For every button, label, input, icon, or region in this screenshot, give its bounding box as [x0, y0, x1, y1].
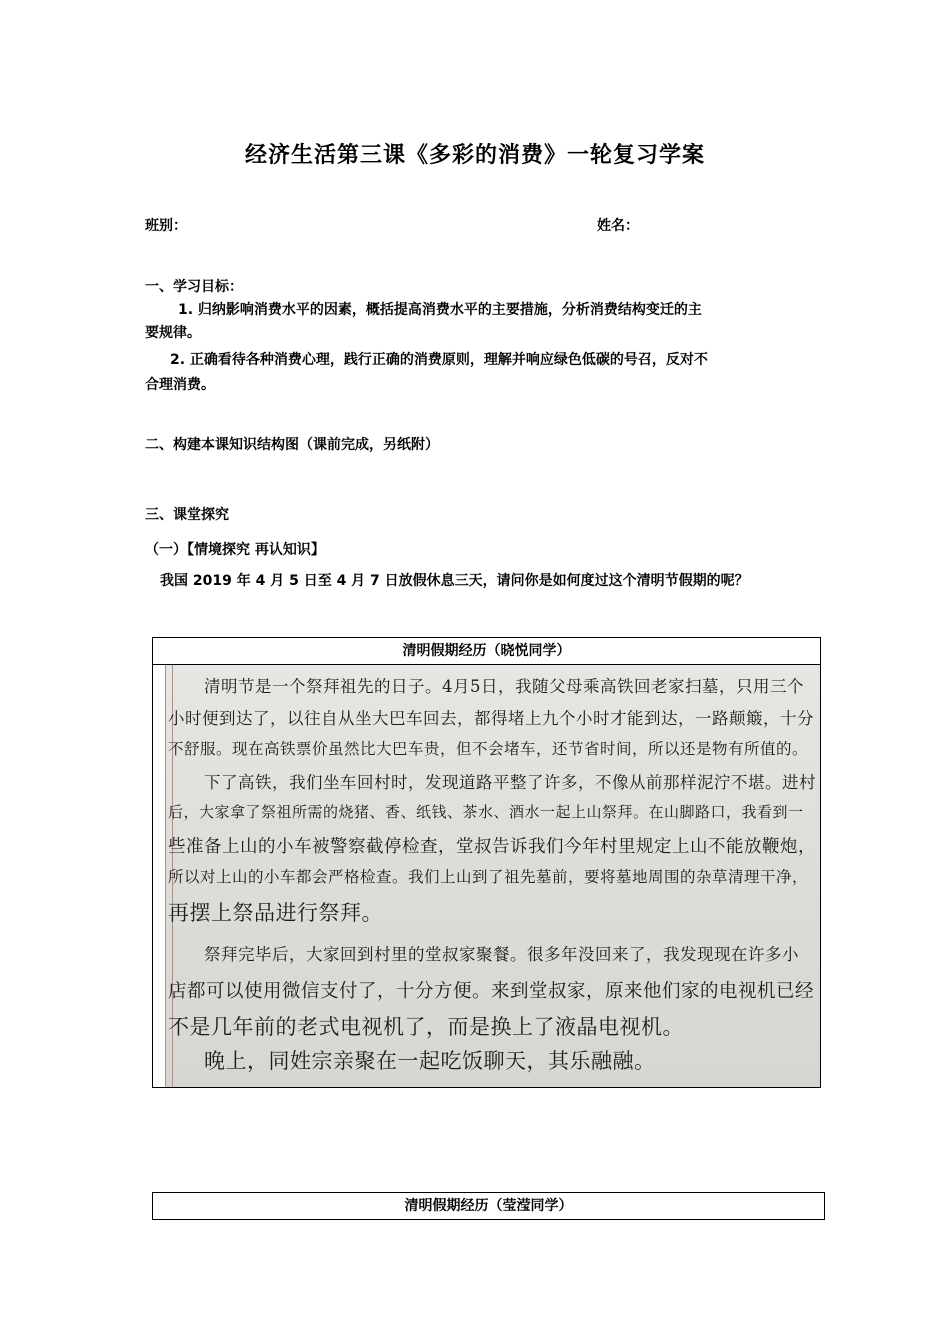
box-header: 清明假期经历（晓悦同学）	[153, 638, 820, 665]
handwritten-line: 不是几年前的老式电视机了，而是换上了液晶电视机。	[168, 1015, 684, 1039]
handwritten-line: 店都可以使用微信支付了，十分方便。来到堂叔家，原来他们家的电视机已经	[168, 981, 815, 1002]
section2-heading: 二、构建本课知识结构图（课前完成，另纸附）	[145, 437, 439, 453]
handwritten-line: 下了高铁，我们坐车回村时，发现道路平整了许多，不像从前那样泥泞不堪。进村	[204, 773, 816, 792]
box-header: 清明假期经历（莹滢同学）	[404, 1198, 573, 1214]
goal1-line2: 要规律。	[145, 325, 201, 341]
handwritten-line: 晚上，同姓宗亲聚在一起吃饭聊天，其乐融融。	[204, 1049, 656, 1073]
goal2-line2: 合理消费。	[145, 377, 215, 393]
class-label: 班别：	[145, 218, 187, 234]
name-label: 姓名：	[597, 218, 639, 234]
handwritten-line: 后，大家拿了祭祖所需的烧猪、香、纸钱、茶水、酒水一起上山祭拜。在山脚路口，我看到一	[168, 803, 804, 821]
subsection-heading: （一）【情境探究 再认知识】	[145, 542, 325, 558]
handwritten-line: 清明节是一个祭拜祖先的日子。4月5日，我随父母乘高铁回老家扫墓，只用三个	[204, 677, 804, 696]
section3-heading: 三、课堂探究	[145, 507, 229, 523]
goal2-line1: 2. 正确看待各种消费心理，践行正确的消费原则，理解并响应绿色低碳的号召，反对不	[170, 352, 708, 368]
handwritten-line: 所以对上山的小车都会严格检查。我们上山到了祖先墓前，要将墓地周围的杂草清理干净，	[168, 868, 809, 886]
goal1-line1: 1. 归纳影响消费水平的因素，概括提高消费水平的主要措施，分析消费结构变迁的主	[178, 302, 702, 318]
question-text: 我国 2019 年 4 月 5 日至 4 月 7 日放假休息三天，请问你是如何度过这个清明节假期的呢？	[160, 573, 749, 589]
handwritten-essay-photo	[165, 665, 820, 1087]
handwritten-line: 祭拜完毕后，大家回到村里的堂叔家聚餐。很多年没回来了，我发现现在许多小	[204, 945, 799, 964]
experience-box-yingying	[152, 1192, 825, 1220]
handwritten-line: 些准备上山的小车被警察截停检查，堂叔告诉我们今年村里规定上山不能放鞭炮，	[168, 837, 816, 857]
page-title: 经济生活第三课《多彩的消费》一轮复习学案	[244, 143, 705, 168]
section1-heading: 一、学习目标：	[145, 279, 243, 295]
experience-box-xiaoyue	[152, 637, 821, 1088]
handwritten-line: 不舒服。现在高铁票价虽然比大巴车贵，但不会堵车，还节省时间，所以还是物有所值的。	[168, 740, 809, 758]
handwritten-line: 再摆上祭品进行祭拜。	[168, 901, 383, 925]
handwritten-line: 小时便到达了，以往自从坐大巴车回去，都得堵上九个小时才能到达，一路颠簸，十分	[168, 709, 814, 728]
